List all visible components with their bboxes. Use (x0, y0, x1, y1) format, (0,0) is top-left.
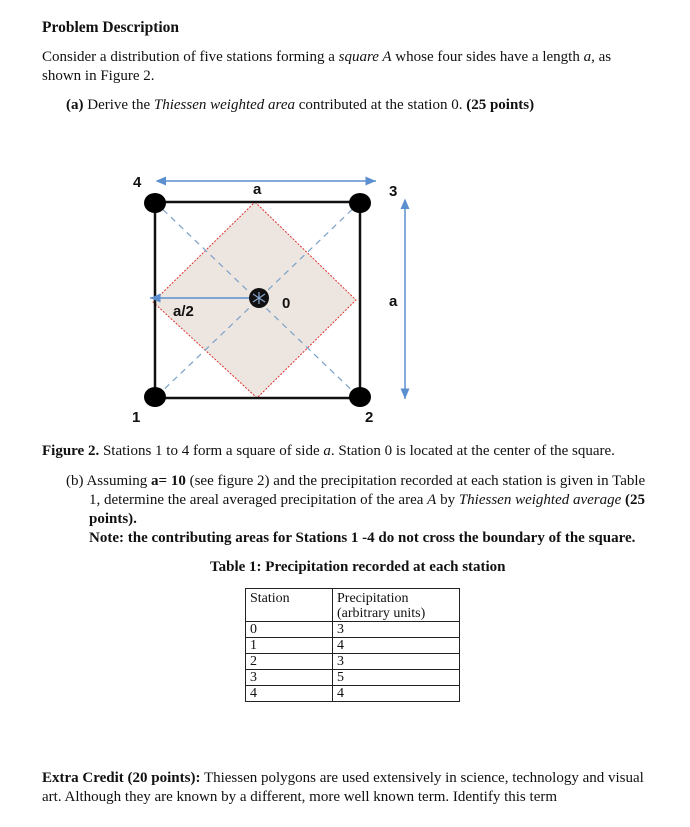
part-b-line-1: (b) Assuming a= 10 (see figure 2) and the precipitation recorded at each station is given in Table (66, 473, 646, 489)
station-4 (144, 193, 166, 213)
station-1-label: 1 (132, 409, 141, 426)
table-row (246, 686, 460, 702)
station-cell: 3 (246, 670, 333, 686)
extra-credit-line-2: art. Although they are known by a different, more well known term. Identify this term (42, 789, 558, 805)
part-b-note: Note: the contributing areas for Stations 1 -4 do not cross the boundary of the square. (89, 530, 636, 546)
table-row (246, 622, 460, 638)
side-a-right-label: a (389, 293, 398, 310)
header-station: Station (246, 589, 333, 622)
station-4-label: 4 (133, 174, 142, 191)
precip-cell: 4 (333, 686, 460, 702)
half-side-label: a/2 (173, 303, 194, 320)
intro-line-1: Consider a distribution of five stations forming a square A whose four sides have a length a, as (42, 49, 612, 65)
station-3 (349, 193, 371, 213)
station-cell: 4 (246, 686, 333, 702)
station-3-label: 3 (389, 183, 398, 200)
table-row (246, 654, 460, 670)
figure-caption: Figure 2. Stations 1 to 4 form a square of side a. Station 0 is located at the center of the square. (42, 443, 615, 459)
station-cell: 2 (246, 654, 333, 670)
extra-credit-line-1: Extra Credit (20 points): Thiessen polygons are used extensively in science, technology and visual (42, 770, 644, 786)
header-precipitation: Precipitation (arbitrary units) (333, 589, 460, 622)
station-2 (349, 387, 371, 407)
page-title: Problem Description (42, 19, 180, 36)
station-1 (144, 387, 166, 407)
table-row (246, 670, 460, 686)
part-b-line-2: 1, determine the areal averaged precipitation of the area A by Thiessen weighted average (25 (89, 492, 646, 508)
intro-line-2: shown in Figure 2. (42, 68, 155, 84)
station-cell: 1 (246, 638, 333, 654)
precipitation-table (245, 588, 460, 702)
side-a-top-label: a (253, 181, 262, 198)
precip-cell: 5 (333, 670, 460, 686)
table-header-row (246, 589, 460, 622)
table-caption: Table 1: Precipitation recorded at each station (210, 559, 506, 575)
table-row (246, 638, 460, 654)
station-0-label: 0 (282, 295, 291, 312)
part-b-line-3: points). (89, 511, 137, 527)
precip-cell: 4 (333, 638, 460, 654)
precip-cell: 3 (333, 654, 460, 670)
station-cell: 0 (246, 622, 333, 638)
precip-cell: 3 (333, 622, 460, 638)
part-a: (a) Derive the Thiessen weighted area contributed at the station 0. (25 points) (66, 97, 535, 113)
station-2-label: 2 (365, 409, 374, 426)
